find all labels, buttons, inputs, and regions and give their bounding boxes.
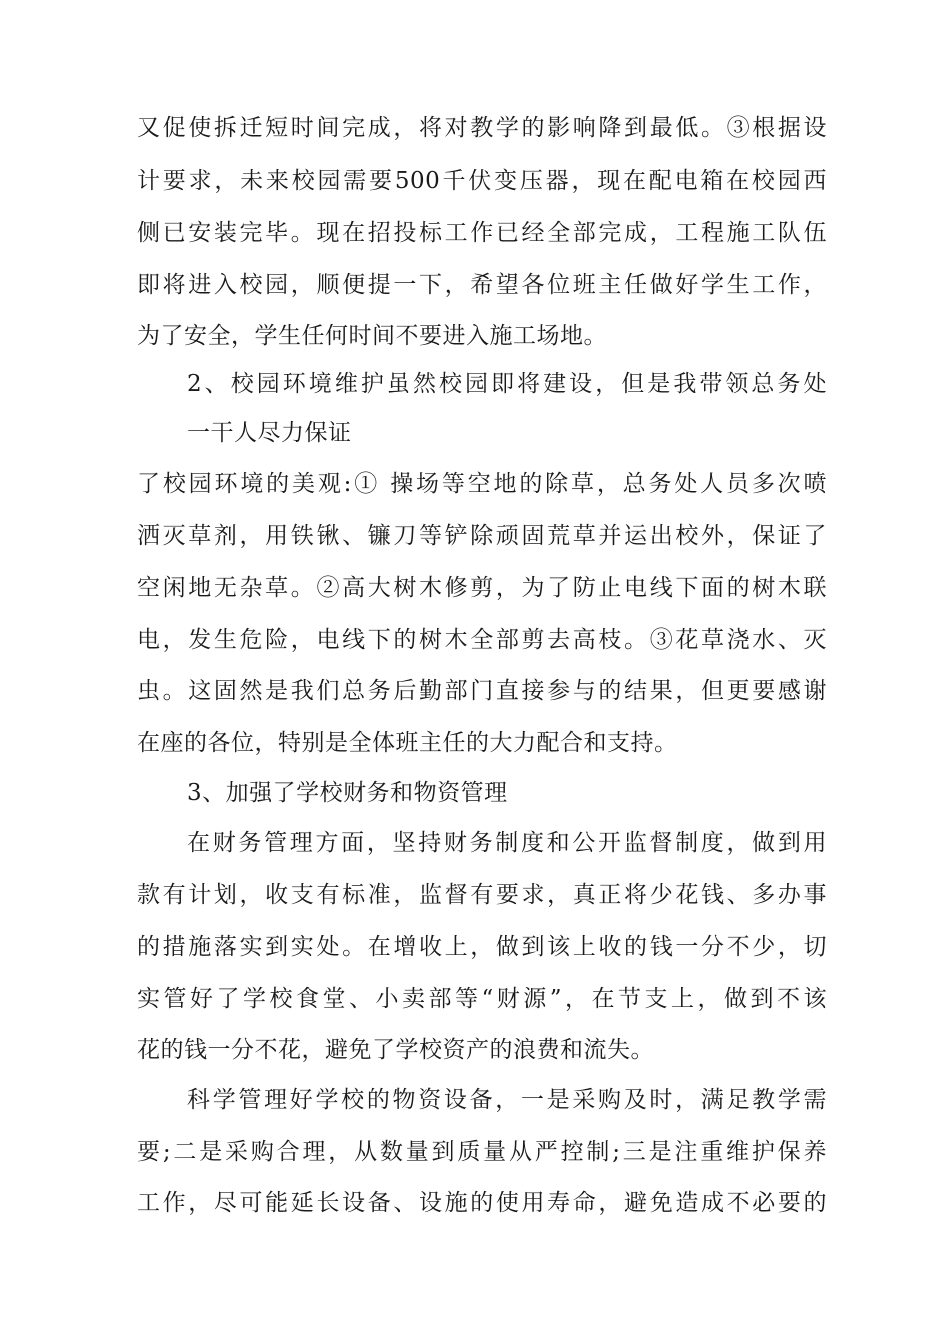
text-line: 为了安全，学生任何时间不要进入施工场地。 [137, 323, 607, 349]
text-line: 在座的各位，特别是全体班主任的大力配合和支持。 [137, 730, 678, 756]
text-line: 一干人尽力保证 [187, 420, 352, 446]
text-line: 侧已安装完毕。现在招投标工作已经全部完成，工程施工队伍 [137, 220, 827, 246]
text-line: 2、校园环境维护虽然校园即将建设，但是我带领总务处 [187, 371, 827, 397]
text-line: 洒灭草剂，用铁锹、镰刀等铲除顽固荒草并运出校外，保证了 [137, 523, 827, 549]
text-line: 了校园环境的美观:① 操场等空地的除草，总务处人员多次喷 [137, 471, 827, 497]
text-line: 实管好了学校食堂、小卖部等“财源”，在节支上，做到不该 [137, 986, 827, 1012]
text-line: 花的钱一分不花，避免了学校资产的浪费和流失。 [137, 1037, 654, 1063]
text-line: 计要求，未来校园需要500千伏变压器，现在配电箱在校园西 [137, 168, 827, 194]
text-line: 3、加强了学校财务和物资管理 [187, 780, 508, 806]
text-line: 科学管理好学校的物资设备，一是采购及时，满足教学需 [187, 1087, 827, 1113]
text-line: 工作，尽可能延长设备、设施的使用寿命，避免造成不必要的 [137, 1190, 827, 1216]
text-line: 虫。这固然是我们总务后勤部门直接参与的结果，但更要感谢 [137, 678, 827, 704]
text-line: 在财务管理方面，坚持财务制度和公开监督制度，做到用 [187, 830, 827, 856]
text-line: 又促使拆迁短时间完成，将对教学的影响降到最低。③根据设 [137, 115, 827, 141]
text-line: 款有计划，收支有标准，监督有要求，真正将少花钱、多办事 [137, 882, 827, 908]
text-line: 要;二是采购合理，从数量到质量从严控制;三是注重维护保养 [137, 1139, 827, 1165]
text-line: 空闲地无杂草。②高大树木修剪，为了防止电线下面的树木联 [137, 575, 827, 601]
text-line: 电，发生危险，电线下的树木全部剪去高枝。③花草浇水、灭 [137, 627, 827, 653]
text-line: 的措施落实到实处。在增收上，做到该上收的钱一分不少，切 [137, 934, 827, 960]
text-line: 即将进入校园，顺便提一下，希望各位班主任做好学生工作， [137, 272, 827, 298]
